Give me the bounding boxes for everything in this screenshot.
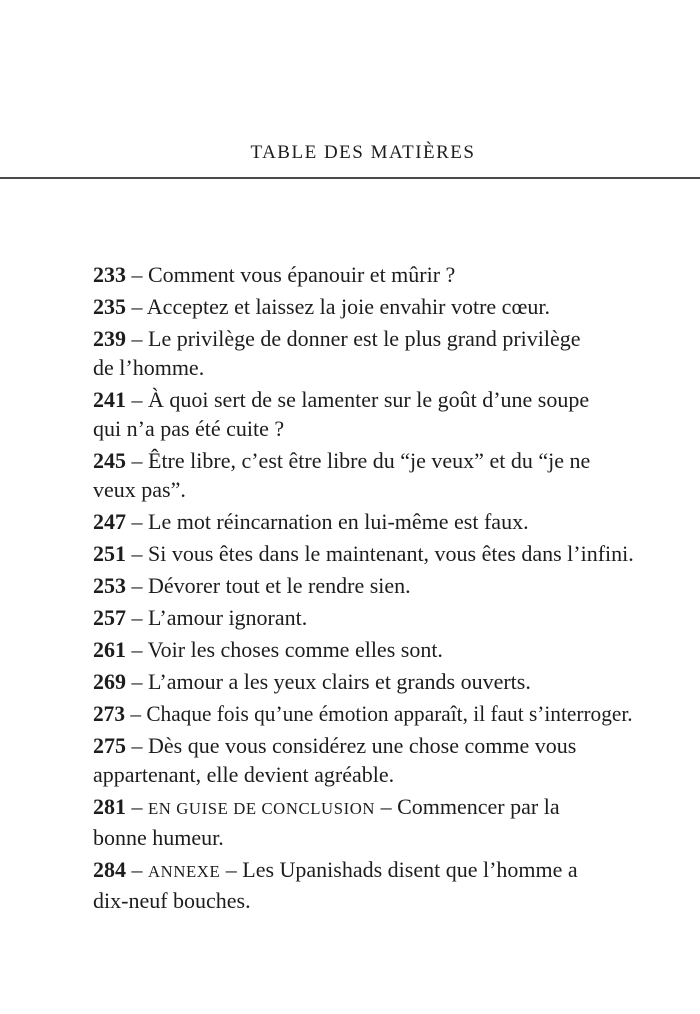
- toc-page-number: 273: [93, 701, 125, 726]
- toc-entry-text: Dès que vous considérez une chose comme vous: [148, 733, 577, 758]
- toc-separator: –: [126, 262, 148, 287]
- toc-separator: –: [126, 509, 148, 534]
- toc-entry: [93, 635, 633, 664]
- toc-entry-text: À quoi sert de se lamenter sur le goût d’une soupe: [148, 387, 590, 412]
- toc-page-number: 245: [93, 448, 126, 473]
- toc-entry-text: dix-neuf bouches.: [93, 888, 251, 913]
- toc-line: [93, 667, 633, 696]
- toc-page-number: 269: [93, 669, 126, 694]
- toc-entry-text: L’amour a les yeux clairs et grands ouverts.: [148, 669, 531, 694]
- toc-page-number: 251: [93, 541, 126, 566]
- toc-separator: –: [126, 573, 148, 598]
- toc-page-number: 284: [93, 857, 126, 882]
- toc-entry: [93, 667, 633, 696]
- toc-separator: –: [126, 605, 148, 630]
- toc-entry: [93, 731, 633, 789]
- toc-line: [93, 855, 633, 886]
- toc-line: [93, 446, 633, 475]
- toc-line: [93, 760, 633, 789]
- toc-separator: –: [126, 669, 148, 694]
- toc-entry: [93, 792, 633, 852]
- toc-entry-text: Dévorer tout et le rendre sien.: [148, 573, 411, 598]
- toc-line: [93, 635, 633, 664]
- toc-line: [93, 792, 633, 823]
- toc-separator: –: [126, 448, 148, 473]
- toc-page-number: 275: [93, 733, 126, 758]
- toc-list: [93, 179, 633, 915]
- toc-entry: [93, 855, 633, 915]
- toc-line: [93, 385, 633, 414]
- toc-entry: [93, 385, 633, 443]
- toc-line: [93, 699, 633, 728]
- toc-page-number: 261: [93, 637, 126, 662]
- toc-entry-text: bonne humeur.: [93, 825, 224, 850]
- toc-entry: [93, 260, 633, 289]
- toc-entry-text: L’amour ignorant.: [148, 605, 308, 630]
- toc-line: [93, 507, 633, 536]
- toc-separator: –: [126, 294, 147, 319]
- toc-line: [93, 353, 633, 382]
- toc-entry: [93, 539, 633, 568]
- toc-entry: [93, 446, 633, 504]
- toc-line: [93, 603, 633, 632]
- toc-line: [93, 292, 633, 321]
- toc-entry: [93, 507, 633, 536]
- toc-entry-text: veux pas”.: [93, 477, 186, 502]
- toc-separator: –: [126, 541, 148, 566]
- toc-entry-text: Le privilège de donner est le plus grand privilège: [148, 326, 581, 351]
- toc-entry-text-smallcaps: ANNEXE: [148, 862, 221, 881]
- toc-line: [93, 571, 633, 600]
- toc-entry-text: Voir les choses comme elles sont.: [147, 637, 443, 662]
- toc-line: [93, 260, 633, 289]
- toc-entry-text: qui n’a pas été cuite ?: [93, 416, 285, 441]
- toc-page-number: 253: [93, 573, 126, 598]
- toc-entry: [93, 292, 633, 321]
- toc-page-number: 281: [93, 794, 126, 819]
- toc-line: [93, 324, 633, 353]
- toc-line: [93, 731, 633, 760]
- toc-separator: –: [126, 326, 148, 351]
- toc-page-number: 241: [93, 387, 126, 412]
- toc-line: [93, 414, 633, 443]
- toc-line: [93, 539, 633, 568]
- toc-separator: –: [126, 733, 148, 758]
- toc-separator: –: [126, 794, 148, 819]
- toc-entry-text-smallcaps: EN GUISE DE CONCLUSION: [148, 799, 376, 818]
- toc-entry-text: Si vous êtes dans le maintenant, vous êtes dans l’infini.: [148, 541, 634, 566]
- toc-entry-text: de l’homme.: [93, 355, 205, 380]
- toc-separator: –: [126, 637, 148, 662]
- toc-entry-text: Chaque fois qu’une émotion apparaît, il faut s’interroger.: [146, 701, 633, 726]
- toc-entry-text: – Commencer par la: [375, 794, 560, 819]
- toc-page-number: 233: [93, 262, 126, 287]
- toc-entry-text: – Les Upanishads disent que l’homme a: [220, 857, 578, 882]
- toc-entry-text: Acceptez et laissez la joie envahir votre cœur.: [146, 294, 550, 319]
- toc-entry-text: Être libre, c’est être libre du “je veux” et du “je ne: [148, 448, 591, 473]
- toc-page-number: 247: [93, 509, 126, 534]
- toc-entry-text: Le mot réincarnation en lui-même est faux.: [148, 509, 529, 534]
- toc-entry: [93, 603, 633, 632]
- toc-line: [93, 886, 633, 915]
- toc-entry: [93, 324, 633, 382]
- toc-entry: [93, 699, 633, 728]
- toc-page-number: 235: [93, 294, 126, 319]
- toc-separator: –: [126, 857, 148, 882]
- toc-line: [93, 823, 633, 852]
- page-title: TABLE DES MATIÈRES: [250, 142, 476, 163]
- page-header: [93, 0, 633, 165]
- toc-entry-text: Comment vous épanouir et mûrir ?: [148, 262, 456, 287]
- toc-line: [93, 475, 633, 504]
- toc-page-number: 239: [93, 326, 126, 351]
- toc-page-number: 257: [93, 605, 126, 630]
- toc-entry-text: appartenant, elle devient agréable.: [93, 762, 395, 787]
- toc-separator: –: [126, 387, 148, 412]
- toc-entry: [93, 571, 633, 600]
- toc-separator: –: [124, 701, 147, 726]
